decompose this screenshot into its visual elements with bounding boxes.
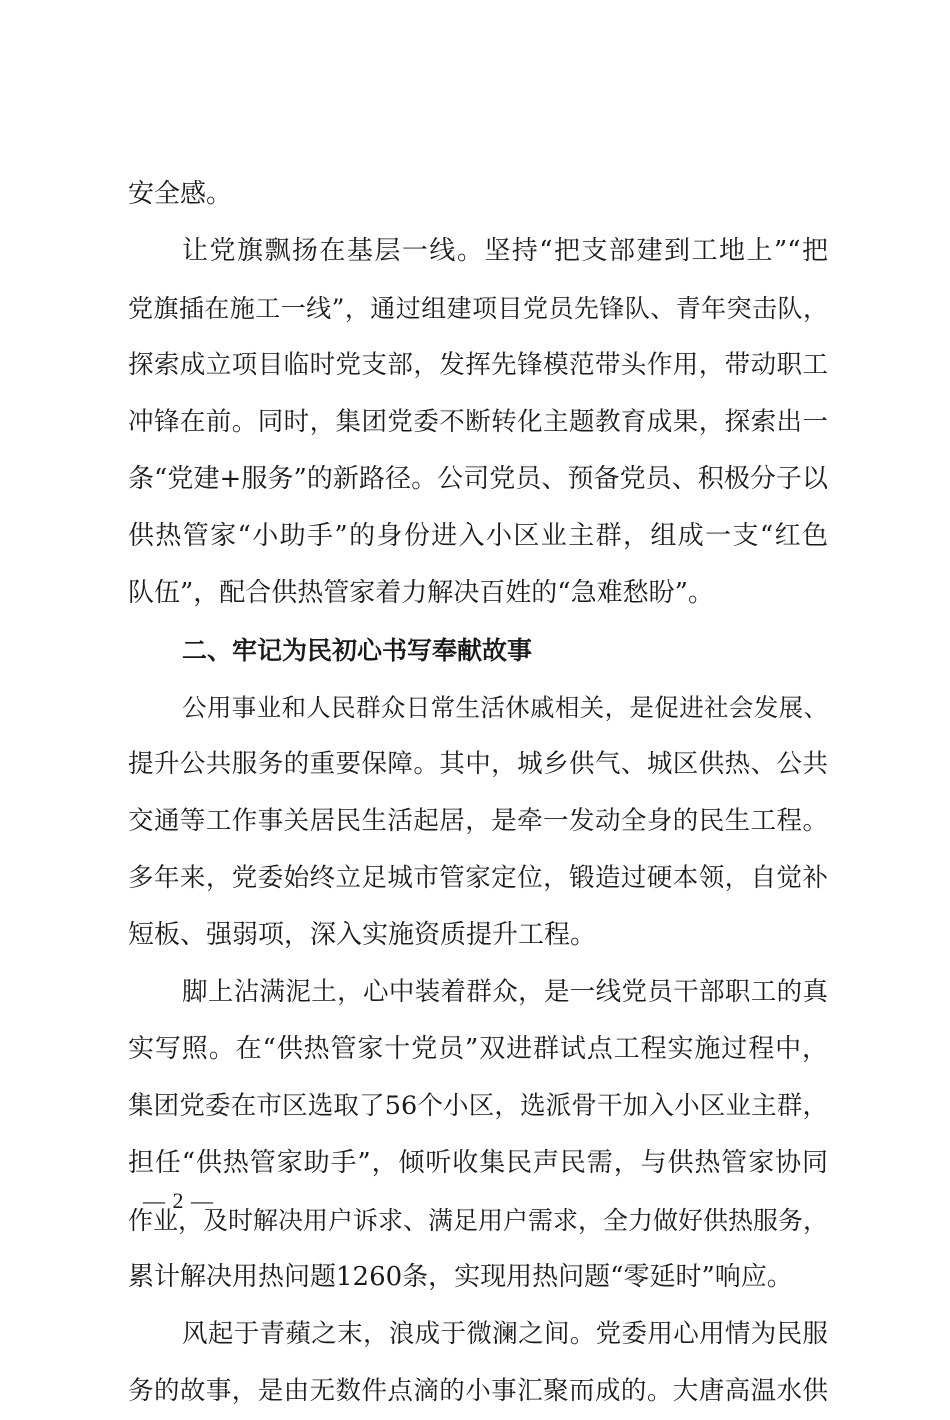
- paragraph-line: 提升公共服务的重要保障。其中，城乡供气、城区供热、公共: [128, 749, 828, 779]
- paragraph-line: 风起于青蘋之末，浪成于微澜之间。党委用心用情为民服: [182, 1319, 828, 1349]
- paragraph-line: 供热管家“小助手”的身份进入小区业主群，组成一支“红色: [128, 521, 828, 551]
- paragraph-line: 多年来，党委始终立足城市管家定位，锻造过硬本领，自觉补: [128, 863, 828, 893]
- paragraph-line: 集团党委在市区选取了56个小区，选派骨干加入小区业主群，: [128, 1091, 828, 1121]
- paragraph-line: 安全感。: [128, 179, 233, 209]
- paragraph-line: 累计解决用热问题1260条，实现用热问题“零延时”响应。: [128, 1262, 793, 1292]
- paragraph-line: 让党旗飘扬在基层一线。坚持“把支部建到工地上”“把: [182, 236, 828, 266]
- paragraph-line: 交通等工作事关居民生活起居，是牵一发动全身的民生工程。: [128, 806, 828, 836]
- paragraph-line: 实写照。在“供热管家十党员”双进群试点工程实施过程中，: [128, 1034, 828, 1064]
- paragraph-line: 党旗插在施工一线”，通过组建项目党员先锋队、青年突击队，: [128, 294, 828, 323]
- document-body: [128, 166, 828, 1420]
- paragraph-line: 探索成立项目临时党支部，发挥先锋模范带头作用，带动职工: [128, 350, 828, 380]
- paragraph-line: 冲锋在前。同时，集团党委不断转化主题教育成果，探索出一: [128, 407, 828, 437]
- paragraph-line: 短板、强弱项，深入实施资质提升工程。: [128, 920, 597, 950]
- paragraph-line: 脚上沾满泥土，心中装着群众，是一线党员干部职工的真: [182, 977, 828, 1007]
- paragraph-line: 条“党建+服务”的新路径。公司党员、预备党员、积极分子以: [128, 464, 828, 494]
- page-number: — 2 —: [143, 1188, 214, 1213]
- paragraph-line: 担任“供热管家助手”，倾听收集民声民需，与供热管家协同: [128, 1148, 828, 1178]
- section-heading: 二、牢记为民初心书写奉献故事: [182, 636, 533, 665]
- paragraph-line: 公用事业和人民群众日常生活休戚相关，是促进社会发展、: [182, 693, 828, 722]
- paragraph-line: 作业，及时解决用户诉求、满足用户需求，全力做好供热服务，: [128, 1206, 829, 1235]
- paragraph-line: 队伍”，配合供热管家着力解决百姓的“急难愁盼”。: [128, 578, 714, 608]
- paragraph-line: 务的故事，是由无数件点滴的小事汇聚而成的。大唐高温水供: [128, 1376, 828, 1406]
